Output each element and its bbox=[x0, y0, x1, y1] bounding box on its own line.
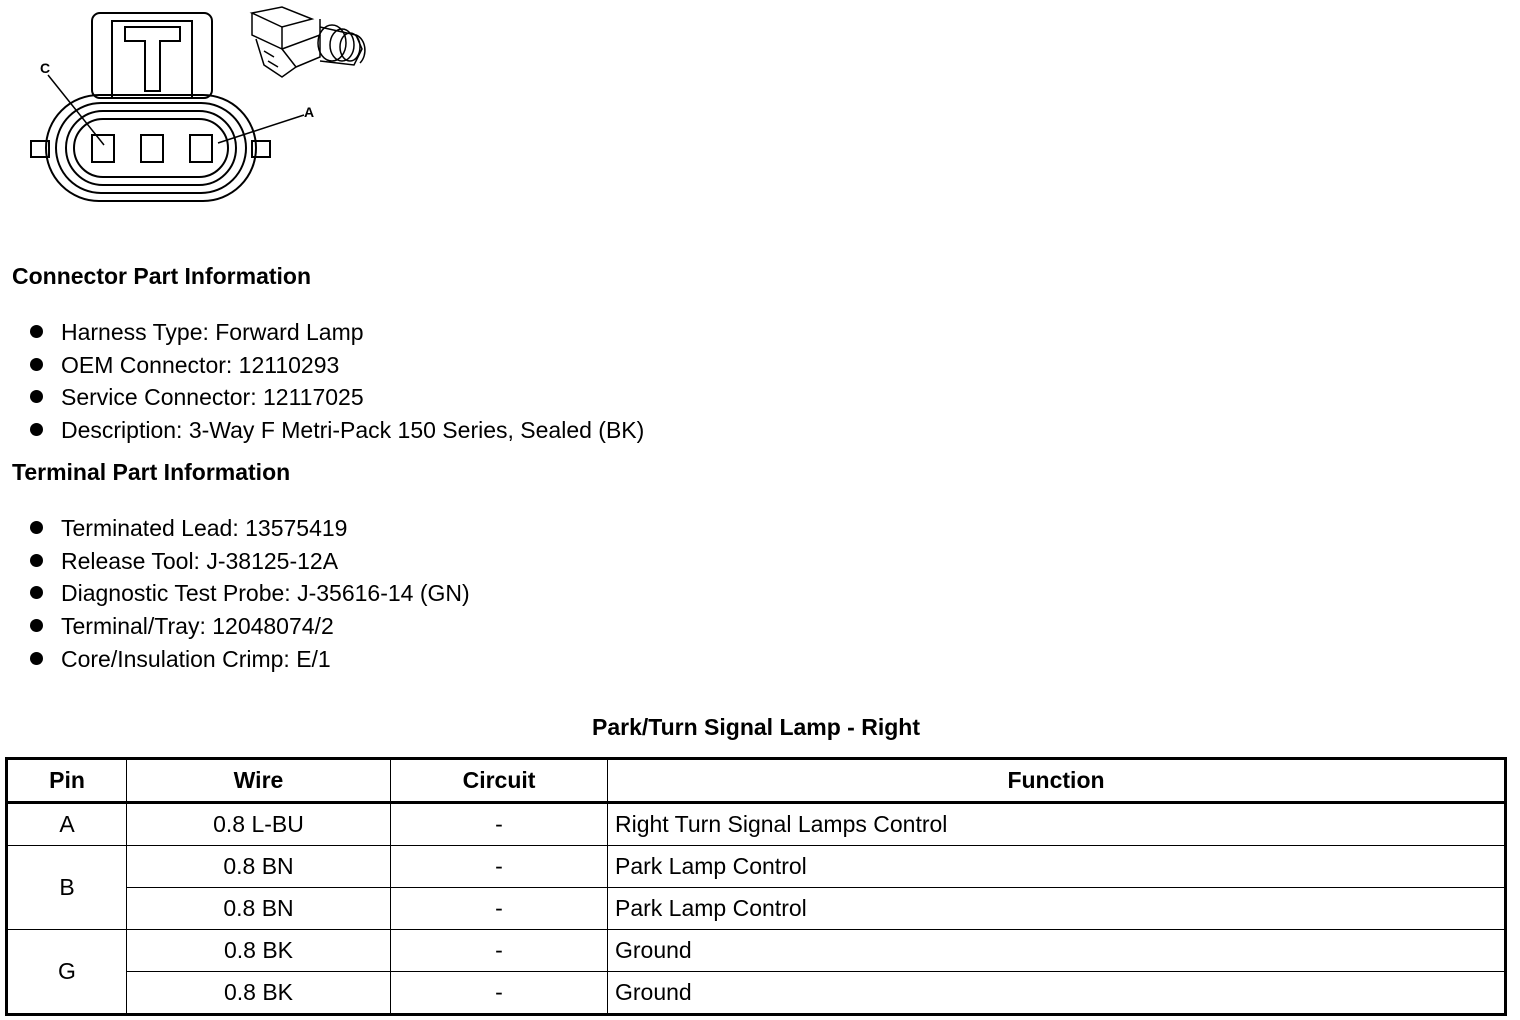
wire-cell: 0.8 BK bbox=[127, 972, 391, 1015]
table-row bbox=[7, 888, 1506, 930]
wire-cell: 0.8 BK bbox=[127, 930, 391, 972]
pin-table bbox=[5, 757, 1507, 1016]
function-cell: Park Lamp Control bbox=[608, 888, 1506, 930]
table-row bbox=[7, 972, 1506, 1015]
table-title: Park/Turn Signal Lamp - Right bbox=[592, 714, 920, 740]
list-item: OEM Connector: 12110293 bbox=[30, 349, 644, 382]
circuit-cell: - bbox=[391, 888, 608, 930]
wire-cell: 0.8 BN bbox=[127, 888, 391, 930]
pin-cell: G bbox=[7, 930, 127, 1015]
connector-info-list bbox=[30, 316, 644, 447]
list-item: Service Connector: 12117025 bbox=[30, 381, 644, 414]
pin-label-c: C bbox=[40, 60, 51, 76]
circuit-cell: - bbox=[391, 846, 608, 888]
table-row bbox=[7, 930, 1506, 972]
connector-info-heading: Connector Part Information bbox=[12, 263, 312, 289]
function-cell: Ground bbox=[608, 930, 1506, 972]
function-cell: Right Turn Signal Lamps Control bbox=[608, 803, 1506, 846]
wire-cell: 0.8 L-BU bbox=[127, 803, 391, 846]
circuit-cell: - bbox=[391, 930, 608, 972]
connector-face-diagram bbox=[20, 5, 380, 210]
function-cell: Park Lamp Control bbox=[608, 846, 1506, 888]
table-row bbox=[7, 803, 1506, 846]
list-item: Terminal/Tray: 12048074/2 bbox=[30, 610, 470, 643]
list-item: Terminated Lead: 13575419 bbox=[30, 512, 470, 545]
wire-cell: 0.8 BN bbox=[127, 846, 391, 888]
cavity-b bbox=[141, 135, 163, 162]
list-item: Release Tool: J-38125-12A bbox=[30, 545, 470, 578]
list-item: Core/Insulation Crimp: E/1 bbox=[30, 643, 470, 676]
column-header-circuit: Circuit bbox=[391, 759, 608, 803]
list-item: Harness Type: Forward Lamp bbox=[30, 316, 644, 349]
pin-cell: A bbox=[7, 803, 127, 846]
lock-tab bbox=[92, 13, 212, 98]
table-header-row bbox=[7, 759, 1506, 803]
cavity-a bbox=[190, 135, 212, 162]
table-row bbox=[7, 846, 1506, 888]
pin-label-a: A bbox=[304, 104, 315, 120]
column-header-pin: Pin bbox=[7, 759, 127, 803]
cavity-c bbox=[92, 135, 114, 162]
terminal-info-list bbox=[30, 512, 470, 675]
circuit-cell: - bbox=[391, 803, 608, 846]
function-cell: Ground bbox=[608, 972, 1506, 1015]
pin-cell: B bbox=[7, 846, 127, 930]
circuit-cell: - bbox=[391, 972, 608, 1015]
terminal-info-heading: Terminal Part Information bbox=[12, 459, 291, 485]
column-header-wire: Wire bbox=[127, 759, 391, 803]
connector-isometric-sketch bbox=[252, 7, 365, 77]
column-header-function: Function bbox=[608, 759, 1506, 803]
list-item: Description: 3-Way F Metri-Pack 150 Series, Sealed (BK) bbox=[30, 414, 644, 447]
list-item: Diagnostic Test Probe: J-35616-14 (GN) bbox=[30, 577, 470, 610]
